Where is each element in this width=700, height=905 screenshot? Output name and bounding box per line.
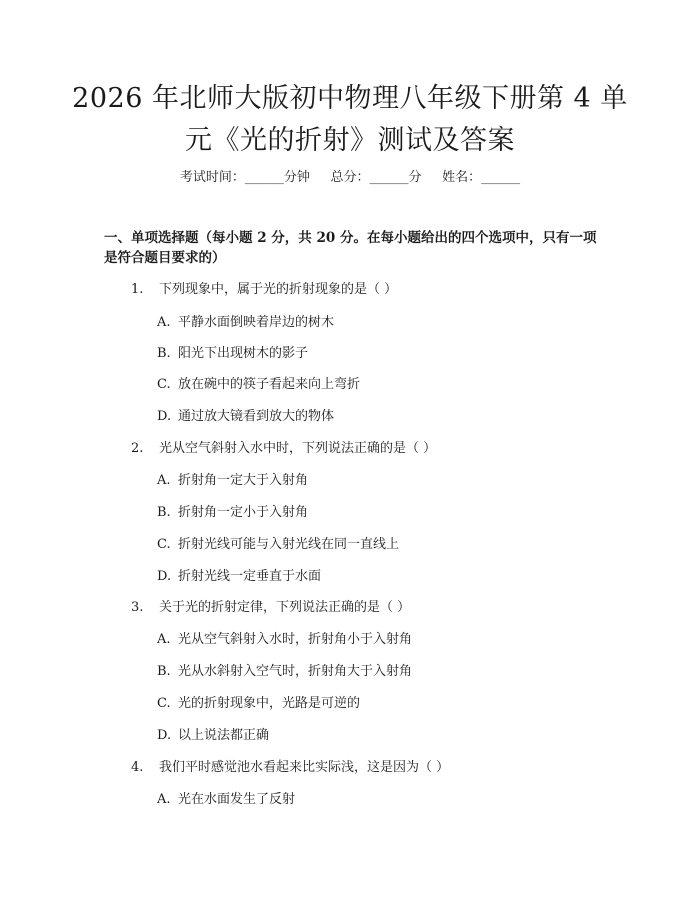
option-label: C. bbox=[157, 537, 171, 552]
option-label: A. bbox=[157, 315, 171, 330]
option-text: 阳光下出现树木的影子 bbox=[178, 346, 309, 361]
question-text: 光从空气斜射入水中时，下列说法正确的是（ ） bbox=[159, 441, 437, 456]
option-text: 光的折射现象中，光路是可逆的 bbox=[178, 696, 361, 711]
question-text: 关于光的折射定律，下列说法正确的是（ ） bbox=[159, 600, 411, 615]
q3-option-b bbox=[157, 663, 412, 681]
option-label: D. bbox=[157, 728, 172, 743]
option-text: 折射光线可能与入射光线在同一直线上 bbox=[178, 537, 400, 552]
q3-option-c bbox=[157, 695, 360, 713]
question-1 bbox=[131, 281, 397, 299]
option-text: 折射光线一定垂直于水面 bbox=[178, 569, 322, 584]
option-text: 光从水斜射入空气时，折射角大于入射角 bbox=[178, 664, 413, 679]
q2-option-a bbox=[157, 472, 308, 490]
option-text: 折射角一定小于入射角 bbox=[178, 505, 309, 520]
question-number: 3. bbox=[131, 600, 144, 615]
question-text: 我们平时感觉池水看起来比实际浅，这是因为（ ） bbox=[159, 760, 450, 775]
q2-option-d bbox=[157, 568, 321, 586]
q1-option-d bbox=[157, 408, 334, 426]
question-number: 4. bbox=[131, 760, 144, 775]
question-number: 2. bbox=[131, 441, 144, 456]
question-3 bbox=[131, 599, 410, 617]
option-text: 折射角一定大于入射角 bbox=[178, 473, 309, 488]
option-text: 光在水面发生了反射 bbox=[178, 792, 296, 807]
option-label: D. bbox=[157, 569, 172, 584]
question-2 bbox=[131, 440, 436, 458]
option-label: C. bbox=[157, 377, 171, 392]
q2-option-c bbox=[157, 536, 399, 554]
option-label: A. bbox=[157, 792, 171, 807]
option-text: 放在碗中的筷子看起来向上弯折 bbox=[178, 377, 361, 392]
option-label: B. bbox=[157, 664, 171, 679]
q1-option-a bbox=[157, 314, 334, 332]
question-text: 下列现象中，属于光的折射现象的是（ ） bbox=[159, 282, 398, 297]
option-label: C. bbox=[157, 696, 171, 711]
exam-info-line: 考试时间：______分钟 总分：______分 姓名：______ bbox=[179, 170, 521, 185]
option-label: A. bbox=[157, 473, 171, 488]
option-label: B. bbox=[157, 346, 171, 361]
option-text: 通过放大镜看到放大的物体 bbox=[178, 409, 335, 424]
q3-option-a bbox=[157, 631, 412, 649]
question-number: 1. bbox=[131, 282, 144, 297]
document-title: 2026 年北师大版初中物理八年级下册第 4 单元《光的折射》测试及答案 bbox=[72, 83, 628, 156]
option-text: 以上说法都正确 bbox=[178, 728, 270, 743]
section-heading: 一、单项选择题（每小题 2 分，共 20 分。在每小题给出的四个选项中，只有一项是符合题目要求的） bbox=[104, 230, 597, 266]
q3-option-d bbox=[157, 727, 269, 745]
question-4 bbox=[131, 759, 449, 777]
q1-option-b bbox=[157, 345, 308, 363]
option-label: B. bbox=[157, 505, 171, 520]
option-text: 平静水面倒映着岸边的树木 bbox=[178, 315, 335, 330]
option-label: D. bbox=[157, 409, 172, 424]
q4-option-a bbox=[157, 791, 295, 809]
option-label: A. bbox=[157, 632, 171, 647]
q2-option-b bbox=[157, 504, 308, 522]
option-text: 光从空气斜射入水时，折射角小于入射角 bbox=[178, 632, 413, 647]
q1-option-c bbox=[157, 376, 360, 394]
